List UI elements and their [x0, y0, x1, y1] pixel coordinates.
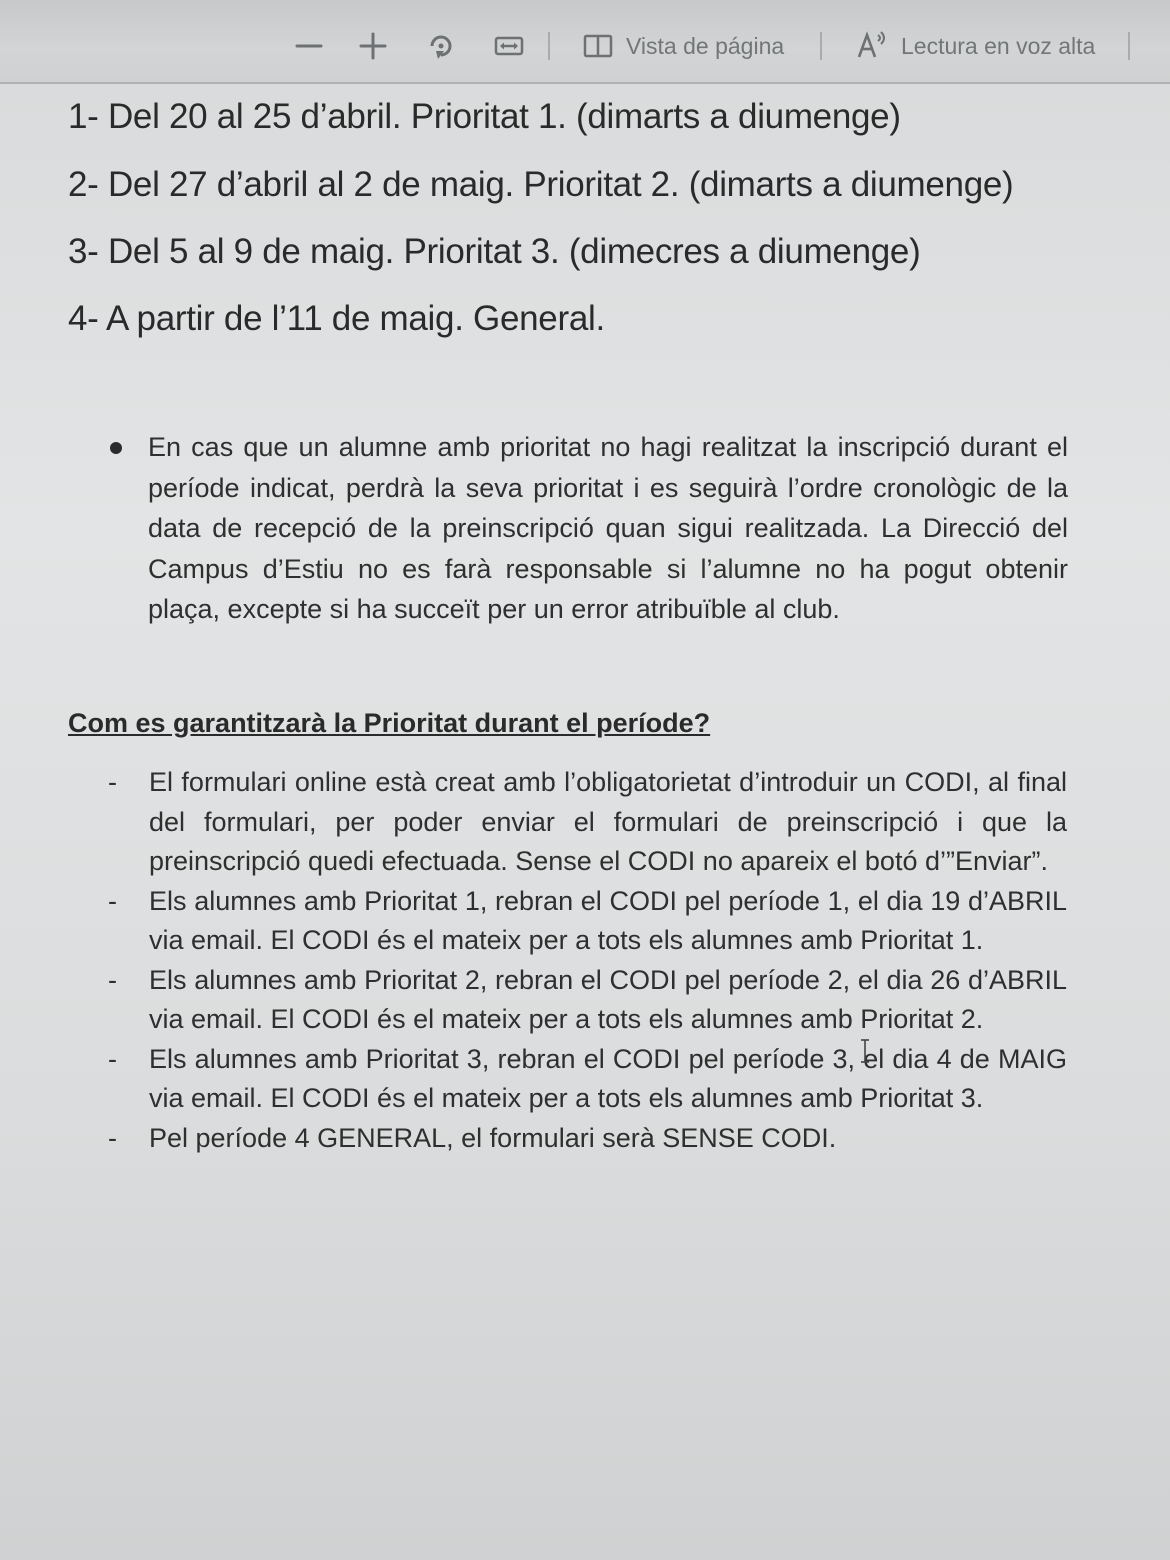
toolbar-separator: [820, 32, 822, 60]
period-item: 4- A partir de l’11 de maig. General.: [68, 299, 605, 338]
pdf-viewer-toolbar: [0, 0, 1170, 84]
list-item: [0, 1040, 1067, 1119]
bullet-dot: [110, 442, 122, 454]
priority-note-paragraph: En cas que un alumne amb prioritat no hagi realitzat la inscripció durant el període indicat, perdrà la seva prioritat i es seguirà l’ordre cronològic de la data de recepció de la preinscripció quan sigui realitzada. La Direcció del Campus d’Estiu no es farà responsable si l’alumne no ha pogut obtenir plaça, excepte si ha succeït per un error atribuïble al club.: [148, 432, 1068, 624]
fit-width-icon: [492, 29, 526, 63]
zoom-in-button[interactable]: [356, 26, 390, 66]
toolbar-separator: [1128, 32, 1130, 60]
priority-code-list: [0, 763, 1170, 1158]
list-item: [0, 882, 1067, 961]
text-cursor-icon: [858, 1038, 872, 1064]
list-item: [0, 1119, 1067, 1159]
read-aloud-label: Lectura en voz alta: [901, 32, 1096, 59]
period-item: 3- Del 5 al 9 de maig. Prioritat 3. (dimecres a diumenge): [68, 232, 921, 271]
list-item-text: El formulari online està creat amb l’obligatorietat d’introduir un CODI, al final del formulari, per poder enviar el formulari de preinscripció i que la preinscripció quedi efectuada. Sense el CODI no apareix el botó d’”Enviar”.: [149, 767, 1067, 876]
rotate-button[interactable]: [424, 26, 458, 66]
page-view-label: Vista de página: [626, 32, 785, 59]
list-item-text: Pel període 4 GENERAL, el formulari serà SENSE CODI.: [149, 1122, 837, 1153]
list-dash: -: [108, 964, 117, 995]
list-dash: -: [108, 1043, 117, 1074]
list-dash: -: [108, 1122, 117, 1153]
list-item: [0, 763, 1067, 882]
list-item-text: Els alumnes amb Prioritat 1, rebran el CODI pel període 1, el dia 19 d’ABRIL via email. El CODI és el mateix per a tots els alumnes amb Prioritat 1.: [149, 885, 1067, 955]
list-item-text: Els alumnes amb Prioritat 3, rebran el CODI pel període 3, el dia 4 de MAIG via email. El CODI és el mateix per a tots els alumnes amb Prioritat 3.: [149, 1043, 1067, 1113]
list-item-text: Els alumnes amb Prioritat 2, rebran el CODI pel període 2, el dia 26 d’ABRIL via email. El CODI és el mateix per a tots els alumnes amb Prioritat 2.: [149, 964, 1067, 1034]
rotate-icon: [424, 29, 458, 63]
toolbar-separator: [548, 32, 550, 60]
zoom-out-button[interactable]: [292, 26, 326, 66]
minus-icon: [292, 29, 326, 63]
list-dash: -: [108, 767, 117, 797]
document-page: [0, 84, 1170, 1560]
read-aloud-button[interactable]: [855, 26, 1095, 66]
plus-icon: [356, 29, 390, 63]
fit-width-button[interactable]: [492, 26, 526, 66]
page-view-button[interactable]: [582, 26, 784, 66]
read-aloud-icon: [855, 29, 889, 63]
list-dash: -: [108, 885, 117, 916]
period-item: 2- Del 27 d’abril al 2 de maig. Prioritat 2. (dimarts a diumenge): [68, 165, 1014, 204]
list-item: [0, 961, 1067, 1040]
period-item: 1- Del 20 al 25 d’abril. Prioritat 1. (dimarts a diumenge): [68, 97, 901, 136]
book-icon: [582, 30, 614, 62]
section-heading: Com es garantitzarà la Prioritat durant el període?: [68, 708, 711, 738]
